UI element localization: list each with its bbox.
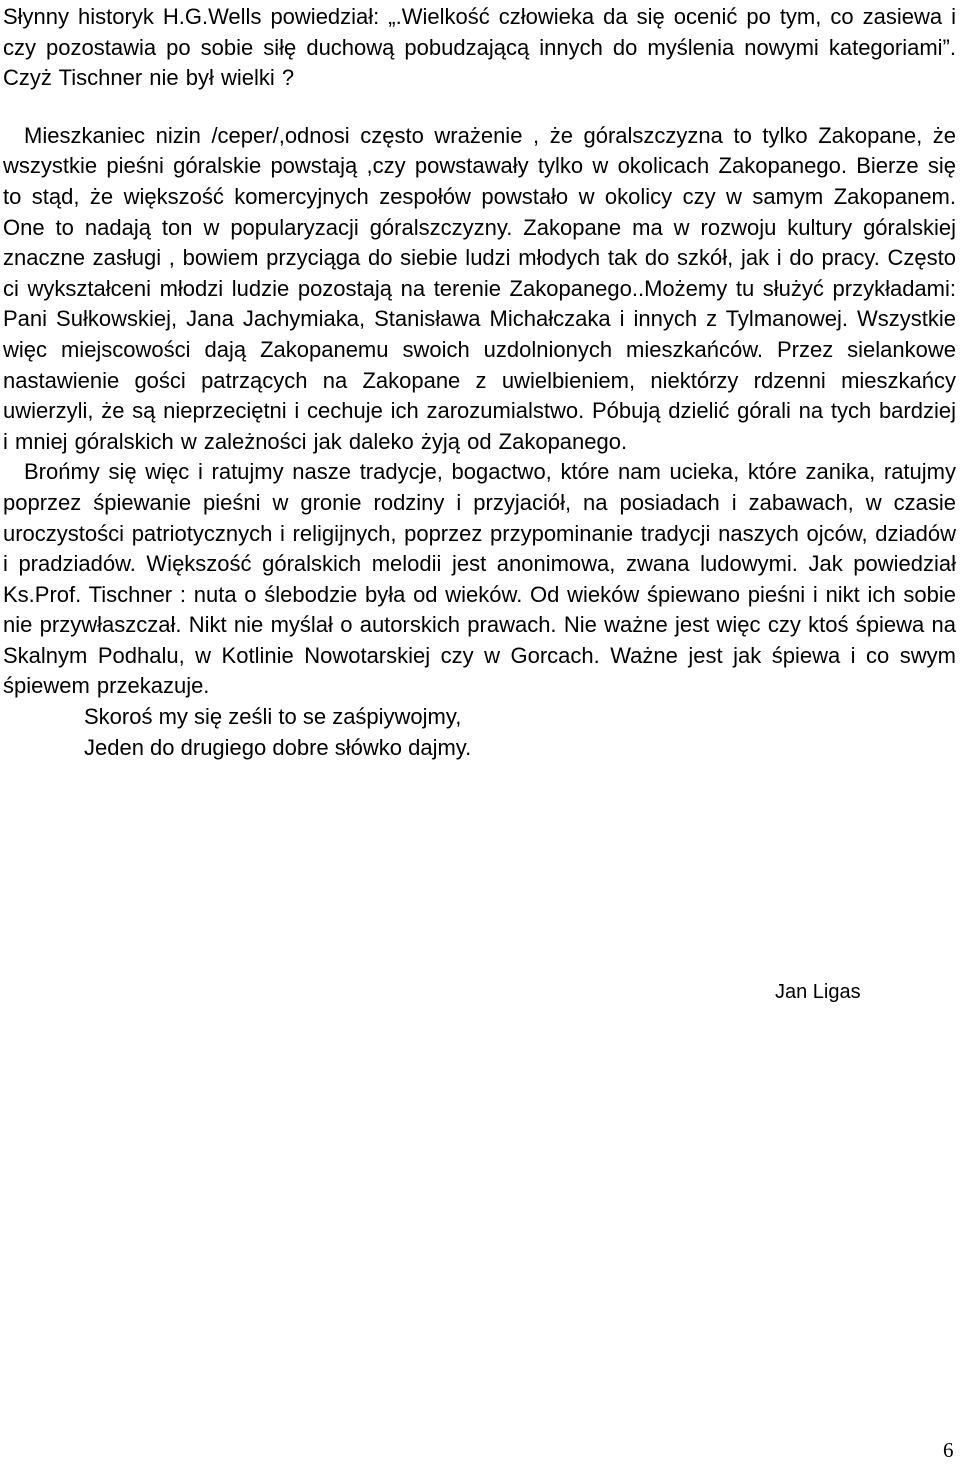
verse-line-2: Jeden do drugiego dobre słówko dajmy. — [84, 734, 472, 760]
paragraph-traditions: Brońmy się więc i ratujmy nasze tradycje, bogactwo, które nam ucieka, które zanika, ratujmy poprzez śpiewanie pieśni w gronie rodziny i przyjaciół, na posiadach i zabawach, w czasie uroczystości patriotycznych i religijnych, poprzez przypominanie tradycji naszych ojców, dziadów i pradziadów. Większość góralskich melodii jest anonimowa, zwana ludowymi. Jak powiedział Ks.Prof. Tischner : nuta o ślebodzie była od wieków. Od wieków śpiewano pieśni i nikt ich sobie nie przywłaszczał. Nikt nie myślał o autorskich prawach. Nie ważne jest więc czy ktoś śpiewa na Skalnym Podhalu, w Kotlinie Nowotarskiej czy w Gorcach. Ważne jest jak śpiewa i co swym śpiewem przekazuje. — [3, 459, 956, 699]
verse — [3, 702, 956, 763]
paragraph-wells-quote: Słynny historyk H.G.Wells powiedział: „.Wielkość człowieka da się ocenić po tym, co zasiewa i czy pozostawia po sobie siłę duchową pobudzającą innych do myślenia nowymi kategoriami”. Czyż Tischner nie był wielki ? — [3, 4, 956, 91]
verse-line-1: Skoroś my się ześli to se zaśpiywojmy, — [84, 704, 462, 730]
page-number: 6 — [943, 1438, 954, 1462]
author-signature: Jan Ligas — [775, 981, 861, 1003]
document-page — [3, 0, 956, 763]
paragraph-zakopane: Mieszkaniec nizin /ceper/,odnosi często wrażenie , że góralszczyzna to tylko Zakopane, że wszystkie pieśni góralskie powstają ,czy powstawały tylko w okolicach Zakopanego. Bierze się to stąd, że większość komercyjnych zespołów powstało w okolicy czy w samym Zakopanem. One to nadają ton w popularyzacji góralszczyzny. Zakopane ma w rozwoju kultury góralskiej znaczne zasługi , bowiem przyciąga do siebie ludzi młodych tak do szkół, jak i do pracy. Często ci wykształceni młodzi ludzie pozostają na terenie Zakopanego..Możemy tu służyć przykładami: Pani Sułkowskiej, Jana Jachymiaka, Stanisława Michałczaka i innych z Tylmanowej. Wszystkie więc miejscowości dają Zakopanemu swoich uzdolnionych mieszkańców. Przez sielankowe nastawienie gości patrzących na Zakopane z uwielbieniem, niektórzy rdzenni mieszkańcy uwierzyli, że są nieprzeciętni i cechuje ich zarozumialstwo. Póbują dzielić górali na tych bardziej i mniej góralskich w zależności jak daleko żyją od Zakopanego. — [3, 122, 956, 454]
